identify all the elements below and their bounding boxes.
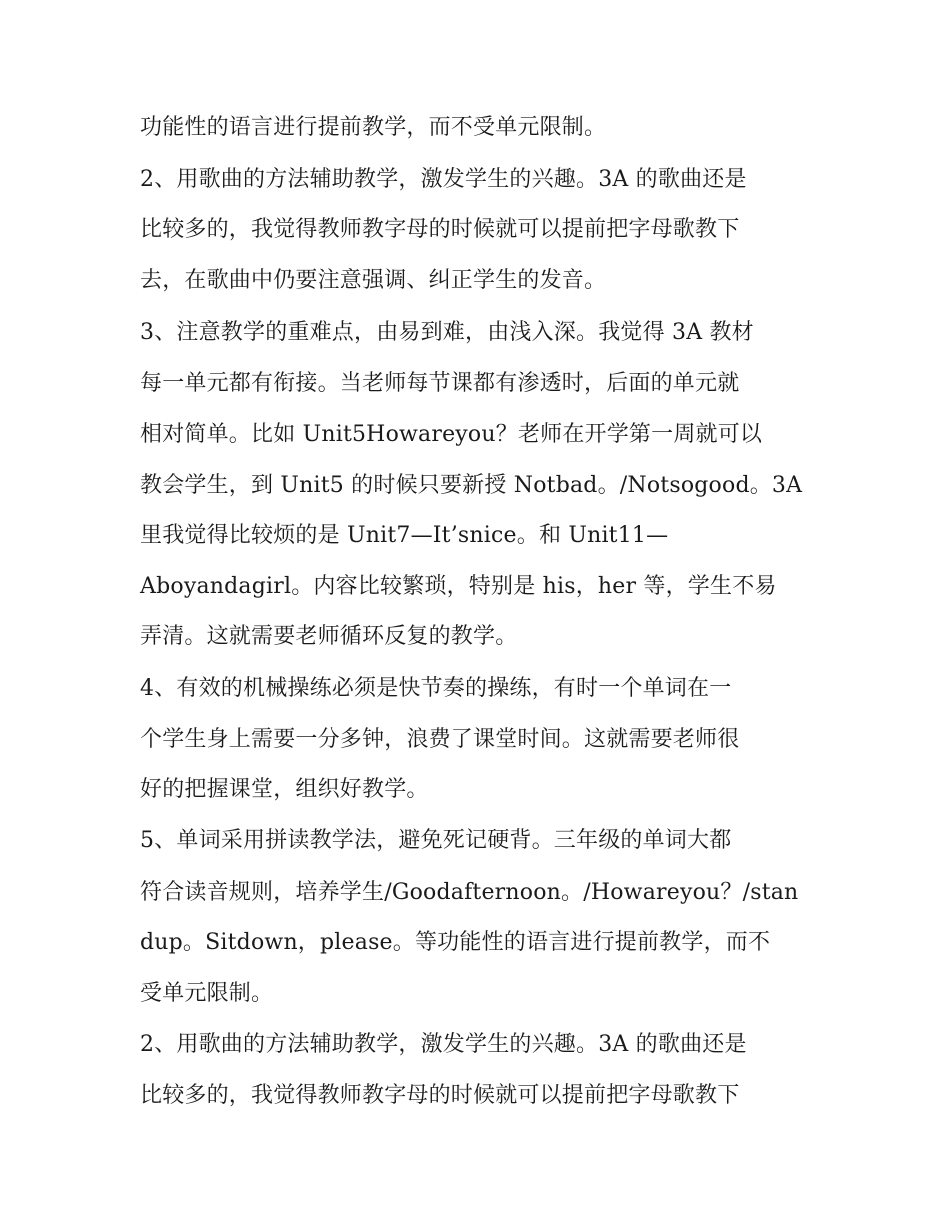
text-line: 受单元限制。 (140, 981, 274, 1006)
text-line: 个学生身上需要一分多钟，浪费了课堂时间。这就需要老师很 (140, 727, 740, 752)
text-line: 比较多的，我觉得教师教字母的时候就可以提前把字母歌教下 (140, 217, 740, 242)
text-line: 功能性的语言进行提前教学，而不受单元限制。 (140, 115, 607, 140)
text-line: 2、用歌曲的方法辅助教学，激发学生的兴趣。3A 的歌曲还是 (140, 1032, 747, 1057)
text-line: 好的把握课堂，组织好教学。 (140, 777, 429, 802)
text-line: dup。Sitdown，please。等功能性的语言进行提前教学，而不 (140, 930, 771, 955)
text-line: 相对简单。比如 Unit5Howareyou？老师在开学第一周就可以 (140, 422, 763, 447)
text-line: 3、注意教学的重难点，由易到难，由浅入深。我觉得 3A 教材 (140, 320, 754, 345)
text-line: 教会学生，到 Unit5 的时候只要新授 Notbad。/Notsogood。3A (140, 473, 803, 498)
text-line: 5、单词采用拼读教学法，避免死记硬背。三年级的单词大都 (140, 828, 732, 853)
text-line: 符合读音规则，培养学生/Goodafternoon。/Howareyou？/stan (140, 880, 799, 905)
text-line: 4、有效的机械操练必须是快节奏的操练，有时一个单词在一 (140, 676, 732, 701)
text-line: 比较多的，我觉得教师教字母的时候就可以提前把字母歌教下 (140, 1083, 740, 1108)
text-line: 2、用歌曲的方法辅助教学，激发学生的兴趣。3A 的歌曲还是 (140, 167, 747, 192)
text-line: Aboyandagirl。内容比较繁琐，特别是 his，her 等，学生不易 (140, 574, 777, 599)
text-line: 去，在歌曲中仍要注意强调、纠正学生的发音。 (140, 268, 607, 293)
text-line: 每一单元都有衔接。当老师每节课都有渗透时，后面的单元就 (140, 371, 740, 396)
text-line: 弄清。这就需要老师循环反复的教学。 (140, 624, 518, 649)
text-line: 里我觉得比较烦的是 Unit7—It’snice。和 Unit11— (140, 523, 669, 548)
